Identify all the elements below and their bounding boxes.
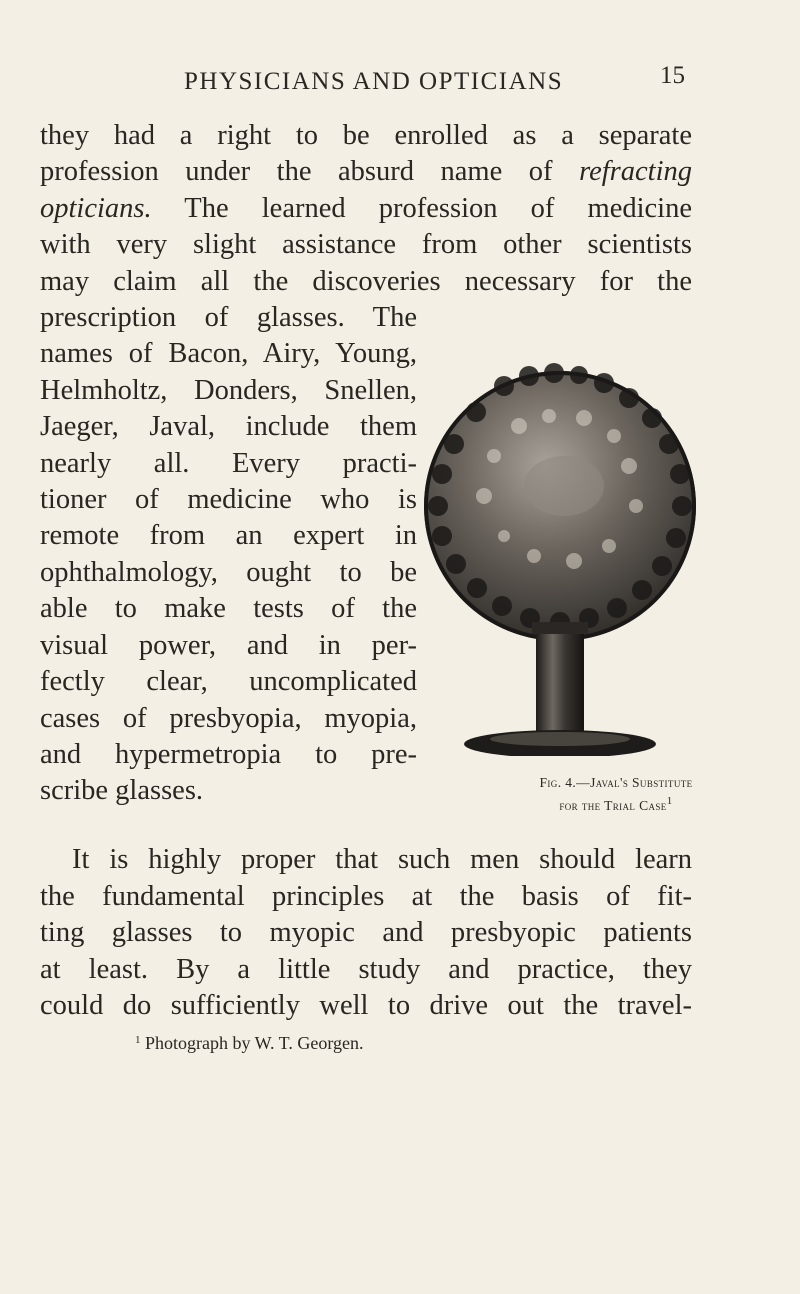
stand-pole [536,626,584,736]
text-line: able to make tests of the [40,593,417,625]
text-line: It is highly proper that such men should learn [72,844,692,875]
emphasis-refracting: refracting [579,156,692,188]
text-line: visual power, and in per- [40,629,417,661]
text-line: ophthalmology, ought to be [40,556,417,588]
footnote-text: Photograph by W. T. Georgen. [145,1033,364,1053]
running-head: PHYSICIANS AND OPTICIANS [184,68,564,95]
text-line: fectly clear, uncomplicated [40,666,417,698]
text-line: they had a right to be enrolled as a separate [40,120,692,151]
caption-line-1: Fig. 4.—Javal's Substitute [539,775,693,790]
text-line: with very slight assistance from other scientists [40,229,692,261]
lens-disc-stand-illustration [414,356,704,756]
text-segment: profession under the absurd name of [40,156,553,188]
text-line: could do sufficiently well to drive out the travel- [40,990,692,1022]
text-line: at least. By a little study and practice, they [40,953,692,985]
figure-caption [466,774,766,815]
text-line: nearly all. Every practi- [40,447,417,479]
text-line: cases of presbyopia, myopia, [40,702,417,734]
footnote-reference: 1 [666,795,673,807]
text-line: and hypermetropia to pre- [40,738,417,770]
text-line: ting glasses to myopic and presbyopic patients [40,917,692,949]
text-line [40,154,692,190]
text-line: names of Bacon, Airy, Young, [40,338,417,370]
text-line: prescription of glasses. The [40,302,417,334]
text-line: remote from an expert in [40,520,417,552]
text-line [40,191,692,227]
text-line: may claim all the discoveries necessary for the [40,265,692,297]
page-header [0,62,800,102]
caption-line-2: for the Trial Case [559,798,667,813]
text-line: the fundamental principles at the basis of fit- [40,880,692,912]
caption-line-2-wrapper [466,792,766,815]
footnote-marker: 1 [135,1034,141,1046]
figure-photograph [414,356,704,756]
text-segment: The learned profession of medicine [184,192,692,224]
text-line: tioner of medicine who is [40,484,417,516]
text-line: scribe glasses. [40,775,204,807]
page-number: 15 [660,62,685,89]
text-line: Helmholtz, Donders, Snellen, [40,374,417,406]
footnote [135,1033,364,1054]
text-line: Jaeger, Javal, include them [40,411,417,443]
emphasis-opticians: opticians. [40,192,152,224]
paragraph-2 [40,842,692,1025]
